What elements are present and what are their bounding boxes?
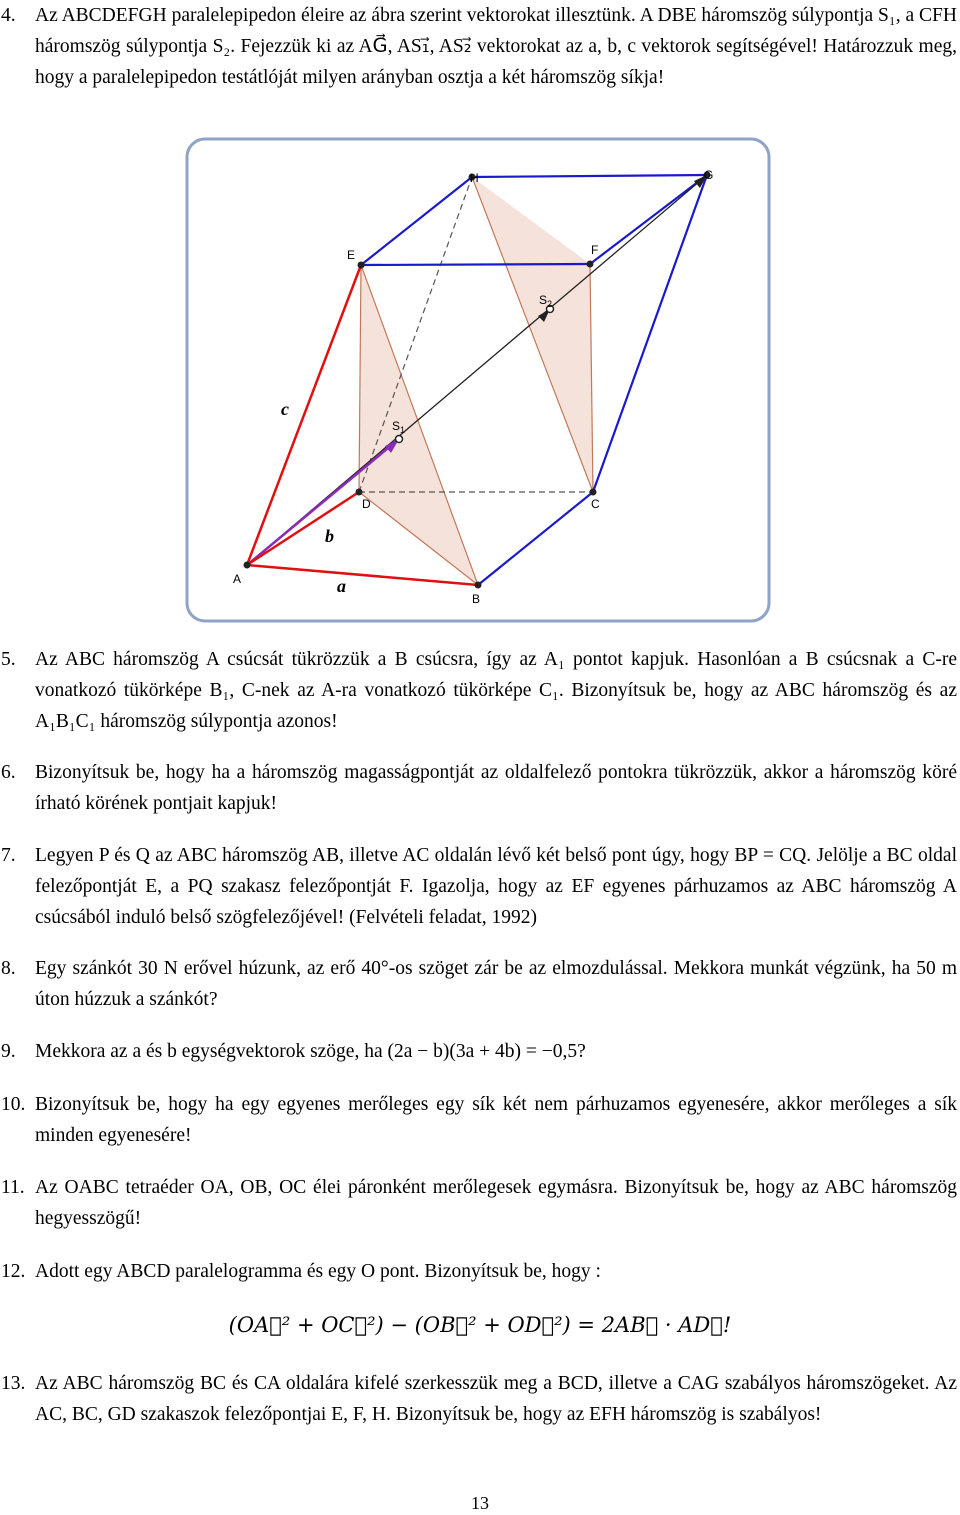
- label-f: F: [591, 243, 599, 257]
- label-h: H: [470, 171, 479, 185]
- formula-problem-12: (OA⃗² + OC⃗²) − (OB⃗² + OD⃗²) = 2AB⃗ · AD⃗!: [228, 1313, 732, 1337]
- problem-text: Bizonyítsuk be, hogy ha a háromszög magasságpontját az oldalfelező pontokra tükrözzük, akkor a háromszög köré írható körének pontjait kapjuk!: [35, 762, 957, 814]
- figure-frame-border: [187, 139, 769, 621]
- problem-text: Bizonyítsuk be, hogy ha egy egyenes merőleges egy sík két nem párhuzamos egyenesére, akkor merőleges a sík minden egyenesére!: [35, 1094, 957, 1146]
- problem-text: Az OABC tetraéder OA, OB, OC élei páronként merőlegesek egymásra. Bizonyítsuk be, hogy az ABC háromszög hegyesszögű!: [35, 1177, 957, 1229]
- point-s1: [396, 436, 403, 443]
- problem-6: [0, 757, 960, 819]
- label-d: D: [362, 497, 371, 511]
- problem-text: Az ABC háromszög BC és CA oldalára kifelé szerkesszük meg a BCD, illetve a CAG szabályos háromszögeket. Az AC, BC, GD szakaszok felezőpontjai E, F, H. Bizonyítsuk be, hogy az EFH háromszög is szabályos!: [35, 1373, 957, 1425]
- point-f: [587, 261, 594, 268]
- problem-9: [0, 1036, 960, 1067]
- problem-number: 8.: [1, 958, 16, 979]
- label-c: C: [591, 497, 600, 511]
- problem-number: 6.: [1, 762, 16, 783]
- problem-number: 13.: [1, 1373, 26, 1394]
- problem-11: [0, 1172, 960, 1234]
- problem-text: Egy szánkót 30 N erővel húzunk, az erő 40°-os szöget zár be az elmozdulással. Mekkora munkát végzünk, ha 50 m úton húzzuk a szánkót?: [35, 958, 957, 1010]
- point-d: [356, 489, 363, 496]
- point-c: [590, 489, 597, 496]
- problem-text: Mekkora az a és b egységvektorok szöge, ha (2a − b)(3a + 4b) = −0,5?: [35, 1041, 586, 1062]
- label-g: G: [704, 168, 714, 182]
- problem-12: [0, 1256, 960, 1287]
- problem-text: Az ABC háromszög A csúcsát tükrözzük a B csúcsra, így az A₁ pontot kapjuk. Hasonlóan a B csúcsnak a C-re vonatkozó tükörképe B₁, C-nek az A-ra vonatkozó tükörképe C₁. Bizonyítsuk be, hogy az ABC háromszög és az A₁B₁C₁ háromszög súlypontja azonos!: [35, 649, 957, 732]
- label-vector-a: a: [337, 576, 346, 596]
- problem-number: 12.: [1, 1261, 26, 1282]
- problem-number: 7.: [1, 845, 16, 866]
- label-vector-c: c: [281, 399, 289, 419]
- problem-5: [0, 644, 960, 737]
- problem-number: 10.: [1, 1094, 26, 1115]
- label-b: B: [472, 592, 481, 606]
- label-s1: $S_1$: [392, 419, 406, 435]
- problem-text: Legyen P és Q az ABC háromszög AB, illetve AC oldalán lévő két belső pont úgy, hogy BP = CQ. Jelölje a BC oldal felezőpontját E, a PQ szakasz felezőpontját F. Igazolja, hogy az EF egyenes párhuzamos az ABC háromszög A csúcsából induló belső szögfelezőjével! (Felvételi feladat, 1992): [35, 845, 957, 928]
- problem-4: [0, 0, 960, 93]
- problem-7: [0, 840, 960, 933]
- point-a: [244, 562, 251, 569]
- problem-10: [0, 1089, 960, 1151]
- problem-text: Az ABCDEFGH paralelepipedon éleire az ábra szerint vektorokat illesztünk. A DBE háromszög súlypontja S₁, a CFH háromszög súlypontja S₂. Fejezzük ki az AG⃗, AS₁⃗, AS₂⃗ vektorokat az a, b, c vektorok segítségével! Határozzuk meg, hogy a paralelepipedon testátlóját milyen arányban osztja a két háromszög síkja!: [35, 5, 957, 88]
- label-s2: $S_2$: [539, 293, 553, 309]
- label-e: E: [347, 248, 356, 262]
- problem-number: 11.: [1, 1177, 25, 1198]
- problem-number: 4.: [1, 5, 16, 26]
- parallelepiped-figure: [185, 137, 771, 623]
- problem-number: 9.: [1, 1041, 16, 1062]
- problem-8: [0, 953, 960, 1015]
- point-b: [475, 582, 482, 589]
- problem-number: 5.: [1, 649, 16, 670]
- edge-e-f: [361, 264, 590, 265]
- label-a: A: [233, 572, 242, 586]
- page-number: 13: [471, 1493, 489, 1513]
- point-e: [358, 262, 365, 269]
- problem-text: Adott egy ABCD paralelogramma és egy O pont. Bizonyítsuk be, hogy :: [35, 1261, 601, 1282]
- problem-13: [0, 1368, 960, 1430]
- label-vector-b: b: [325, 526, 334, 546]
